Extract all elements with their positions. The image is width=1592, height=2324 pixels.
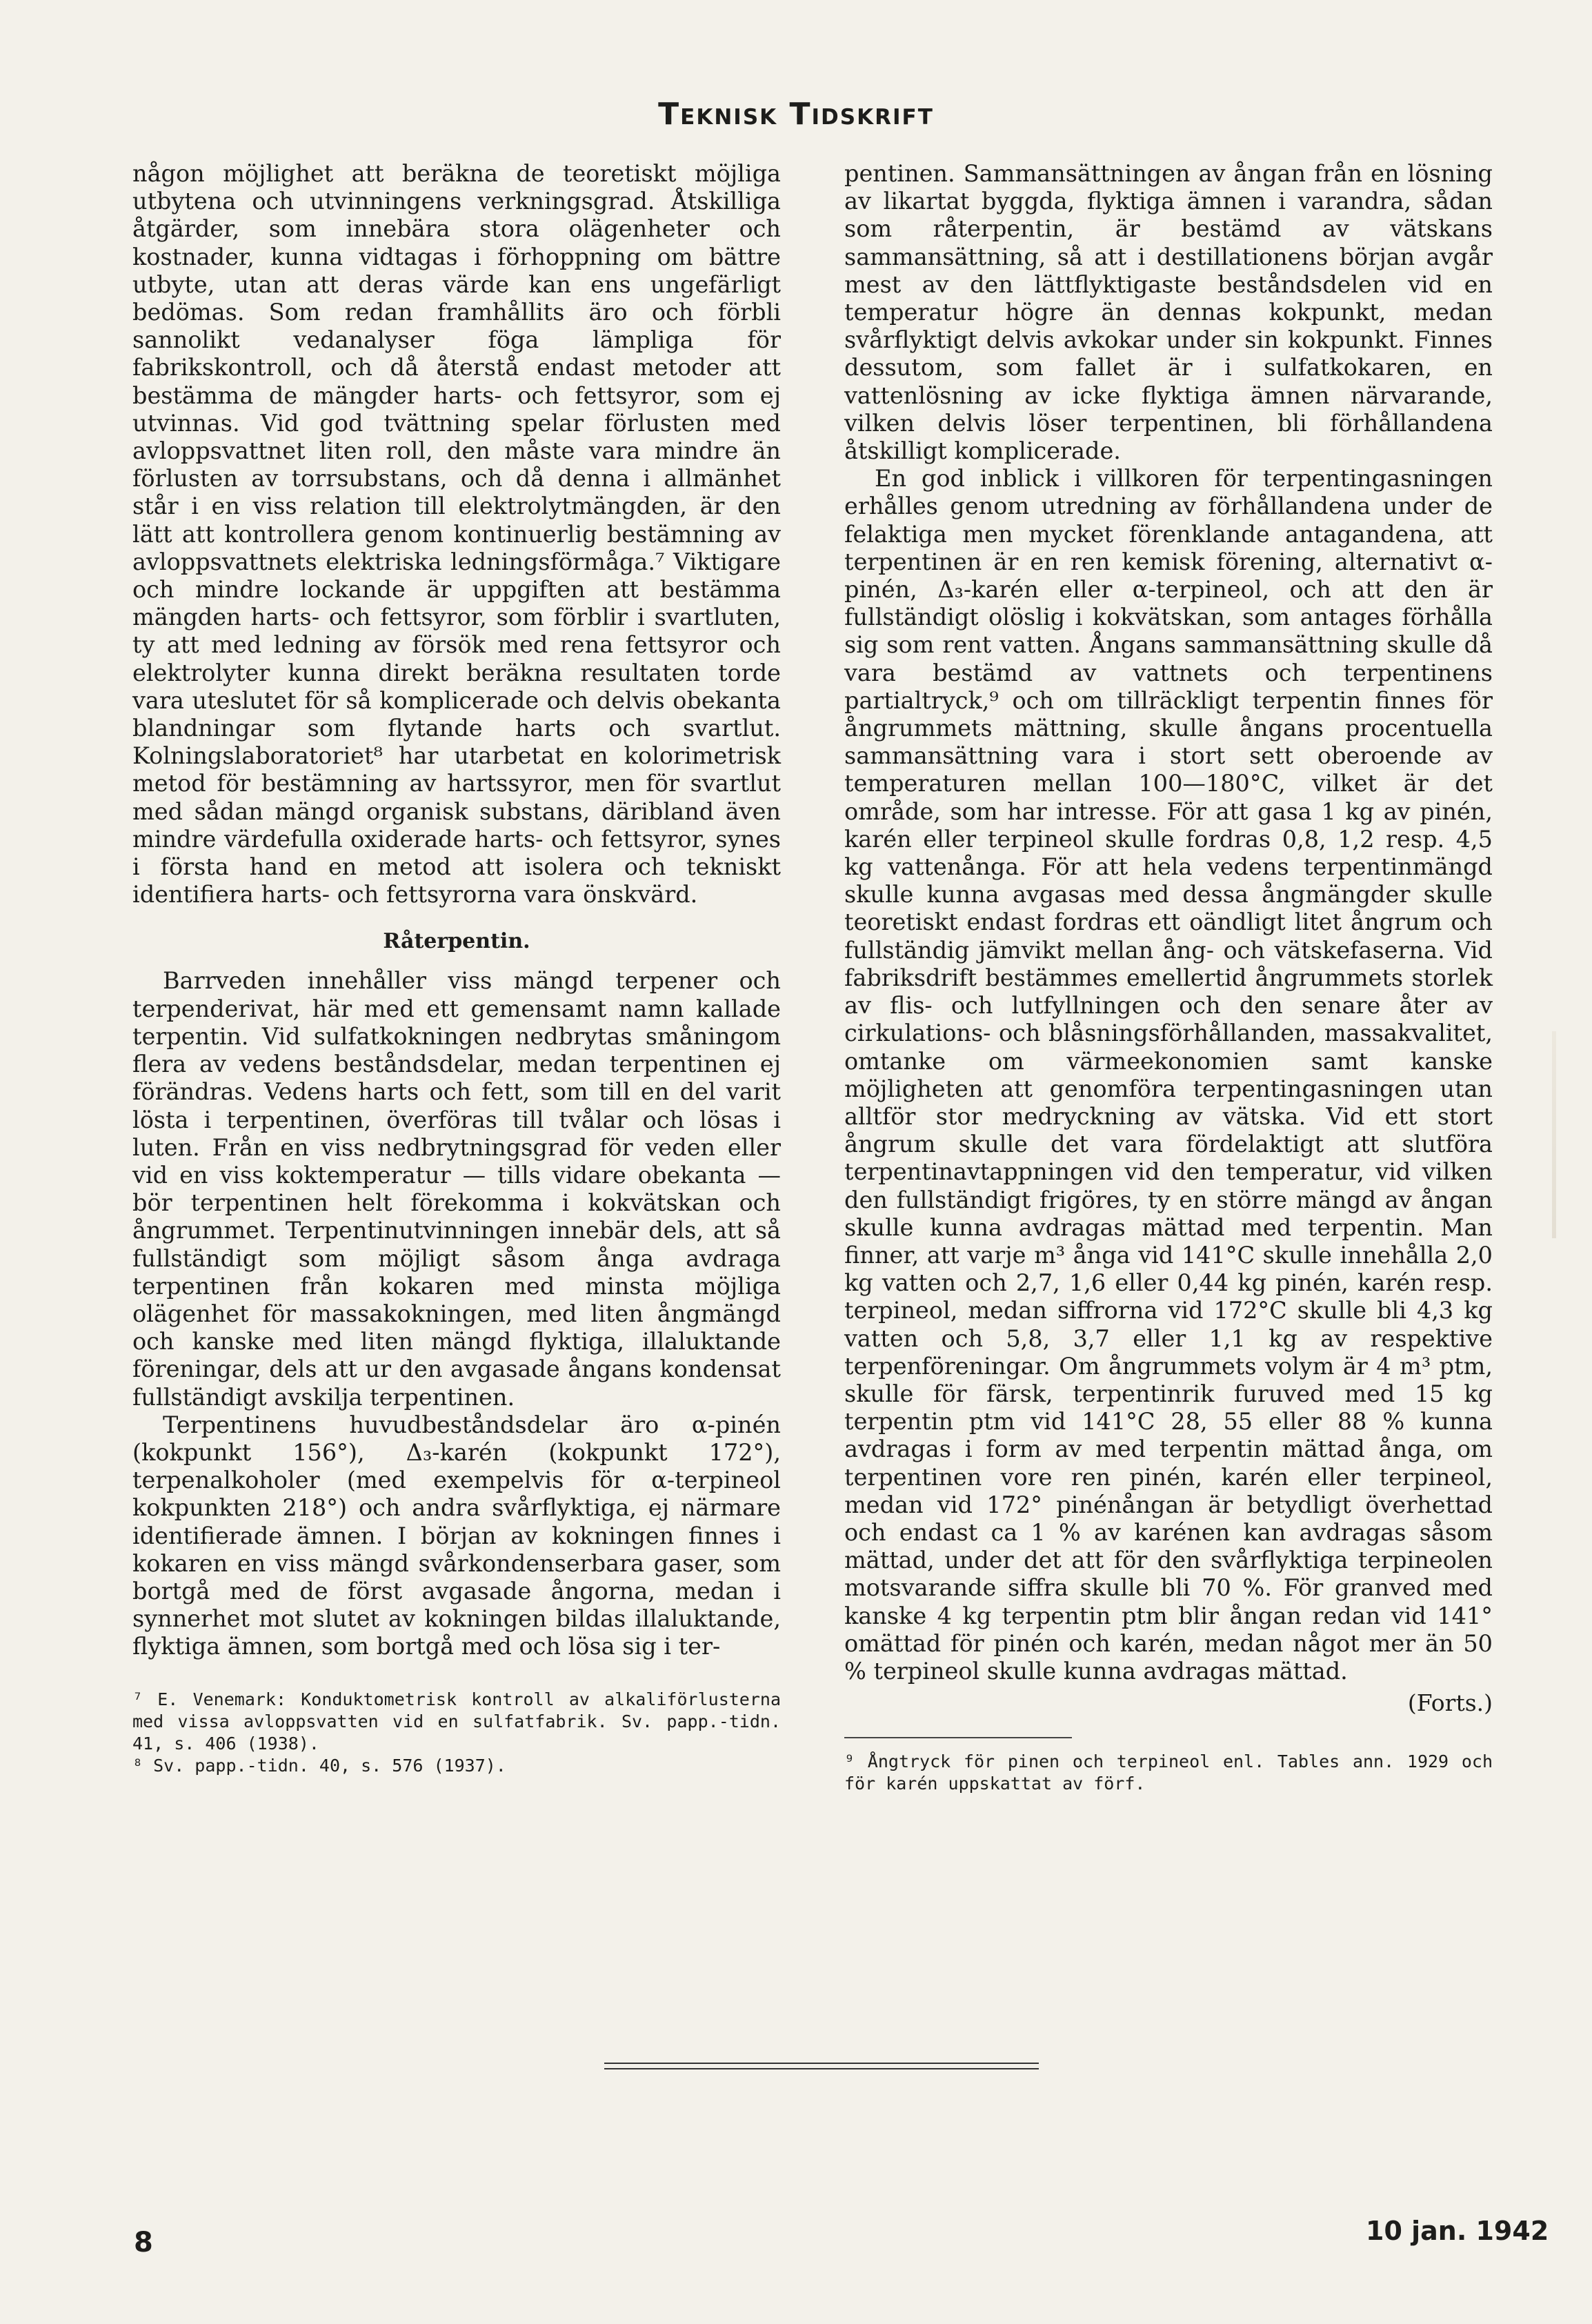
- body-paragraph: pentinen. Sammansättningen av ångan från en lösning av likartat byggda, flyktiga ämnen i varandra, sådan som råterpentin, är bestämd av vätskans sammansättning, så att i destillationens början avgår mest av den lättflyktigaste beståndsdelen vid en temperatur högre än dennas kokpunkt, medan svårflyktigt delvis avkokar under sin kokpunkt. Finnes dessutom, som fallet är i sulfatkokaren, en vattenlösning av icke flyktiga ämnen närvarande, vilken delvis löser terpentinen, bli förhållandena åtskilligt komplicerade.: [844, 160, 1493, 465]
- continued-note: (Forts.): [1407, 1689, 1493, 1717]
- right-column: [844, 160, 1493, 1795]
- body-paragraph: Terpentinens huvudbeståndsdelar äro α-pinén (kokpunkt 156°), Δ₃-karén (kokpunkt 172°), terpenalkoholer (med exempelvis för α-terpineol kokpunkten 218°) och andra svårflyktiga, ej närmare identifierade ämnen. I början av kokningen finnes i kokaren en viss mängd svårkondenserbara gaser, som bortgå med de först avgasade ångorna, medan i synnerhet mot slutet av kokningen bildas illaluktande, flyktiga ämnen, som bortgå med och lösa sig i ter-: [132, 1411, 781, 1660]
- footnote-7: ⁷ E. Venemark: Konduktometrisk kontroll av alkaliförlusterna med vissa avloppsvatten vid en sulfatfabrik. Sv. papp.-tidn. 41, s. 406 (1938).: [132, 1689, 781, 1754]
- issue-date: 10 jan. 1942: [1366, 2216, 1549, 2246]
- body-paragraph: någon möjlighet att beräkna de teoretiskt möjliga utbytena och utvinningens verkningsgrad. Åtskilliga åtgärder, som innebära stora olägenheter och kostnader, kunna vidtagas i förhoppning om bättre utbyte, utan att deras värde kan ens ungefärligt bedömas. Som redan framhållits äro och förbli sannolikt vedanalyser föga lämpliga för fabrikskontroll, och då återstå endast metoder att bestämma de mängder harts- och fettsyror, som ej utvinnas. Vid god tvättning spelar förlusten med avloppsvattnet liten roll, den måste vara mindre än förlusten av torrsubstans, och då denna i allmänhet står i en viss relation till elektrolytmängden, är den lätt att kontrollera genom kontinuerlig bestämning av avloppsvattnets elektriska ledningsförmåga.⁷ Viktigare och mindre lockande är uppgiften att bestämma mängden harts- och fettsyror, som förblir i svartluten, ty att med ledning av försök med rena fettsyror och elektrolyter kunna direkt beräkna resultaten torde vara uteslutet för så komplicerade och delvis obekanta blandningar som flytande harts och svartlut. Kolningslaboratoriet⁸ har utarbetat en kolorimetrisk metod för bestämning av hartssyror, men för svartlut med sådan mängd organisk substans, däribland även mindre värdefulla oxiderade harts- och fettsyror, synes i första hand en metod att isolera och tekniskt identifiera harts- och fettsyrorna vara önskvärd.: [132, 160, 781, 908]
- body-paragraph: En god inblick i villkoren för terpentingasningen erhålles genom utredning av förhållandena under de felaktiga men mycket förenklande antagandena, att terpentinen är en ren kemisk förening, alternativt α-pinén, Δ₃-karén eller α-terpineol, och att den är fullständigt olöslig i kokvätskan, som antages förhålla sig som rent vatten. Ångans sammansättning skulle då vara bestämd av vattnets och terpentinens partialtryck,⁹ och om tillräckligt terpentin finnes för ångrummets mättning, skulle ångans procentuella sammansättning vara i stort sett oberoende av temperaturen mellan 100—180°C, vilket är det område, som har intresse. För att gasa 1 kg av pinén, karén eller terpineol skulle fordras 0,8, 1,2 resp. 4,5 kg vattenånga. För att hela vedens terpentinmängd skulle kunna avgasas med dessa ångmängder skulle teoretiskt endast fordras ett oändligt litet ångrum och fullständig jämvikt mellan ång- och vätskefaserna. Vid fabriksdrift bestämmes emellertid ångrummets storlek av flis- och lutfyllningen och den senare åter av cirkulations- och blåsningsförhållanden, massakvalitet, omtanke om värmeekonomien samt kanske möjligheten att genomföra terpentingasningen utan alltför stor medryckning av vätska. Vid ett stort ångrum skulle det vara fördelaktigt att slutföra terpentinavtappningen vid den temperatur, vid vilken den fullständigt frigöres, ty en större mängd av ångan skulle kunna avdragas mättad med terpentin. Man finner, att varje m³ ånga vid 141°C skulle innehålla 2,0 kg vatten och 2,7, 1,6 eller 0,44 kg pinén, karén resp. terpineol, medan siffrorna vid 172°C skulle bli 4,3 kg vatten och 5,8, 3,7 eller 1,1 kg av respektive terpenföreningar. Om ångrummets volym är 4 m³ ptm, skulle för färsk, terpentinrik furuved med 15 kg terpentin ptm vid 141°C 28, 55 eller 88 % kunna avdragas i form av med terpentin mättad ånga, om terpentinen vore ren pinén, karén eller terpineol, medan vid 172° pinénångan är betydligt överhettad och endast ca 1 % av karénen kan avdragas såsom mättad, under det att för den svårflyktiga terpineolen motsvarande siffra skulle bli 70 %. För granved med kanske 4 kg terpentin ptm blir ångan redan vid 141° omättad för pinén och karén, medan något mer än 50 % terpineol skulle kunna avdragas mättad.: [844, 465, 1493, 1685]
- bottom-rule: [604, 2063, 1039, 2069]
- paper-mark: [1552, 1031, 1556, 1238]
- section-title: Råterpentin.: [383, 929, 530, 954]
- journal-header: Teknisk Tidskrift: [658, 97, 934, 132]
- footnotes: [844, 1737, 1493, 1795]
- page-number: 8: [134, 2227, 153, 2258]
- body-paragraph: Barrveden innehåller viss mängd terpener och terpenderivat, här med ett gemensamt namn kallade terpentin. Vid sulfatkokningen nedbrytas småningom flera av vedens beståndsdelar, medan terpentinen ej förändras. Vedens harts och fett, som till en del varit lösta i terpentinen, överföras till tvålar och lösas i luten. Från en viss nedbrytningsgrad för veden eller vid en viss koktemperatur — tills vidare obekanta — bör terpentinen helt förekomma i kokvätskan och ångrummet. Terpentinutvinningen innebär dels, att så fullständigt som möjligt såsom ånga avdraga terpentinen från kokaren med minsta möjliga olägenhet för massakokningen, med liten ångmängd och kanske med liten mängd flyktiga, illaluktande föreningar, dels att ur den avgasade ångans kondensat fullständigt avskilja terpentinen.: [132, 967, 781, 1411]
- left-column: [132, 160, 781, 1777]
- footnotes: [132, 1689, 781, 1777]
- footnote-8: ⁸ Sv. papp.-tidn. 40, s. 576 (1937).: [132, 1755, 506, 1776]
- footnote-9: ⁹ Ångtryck för pinen och terpineol enl. Tables ann. 1929 och för karén uppskattat av förf.: [844, 1751, 1493, 1794]
